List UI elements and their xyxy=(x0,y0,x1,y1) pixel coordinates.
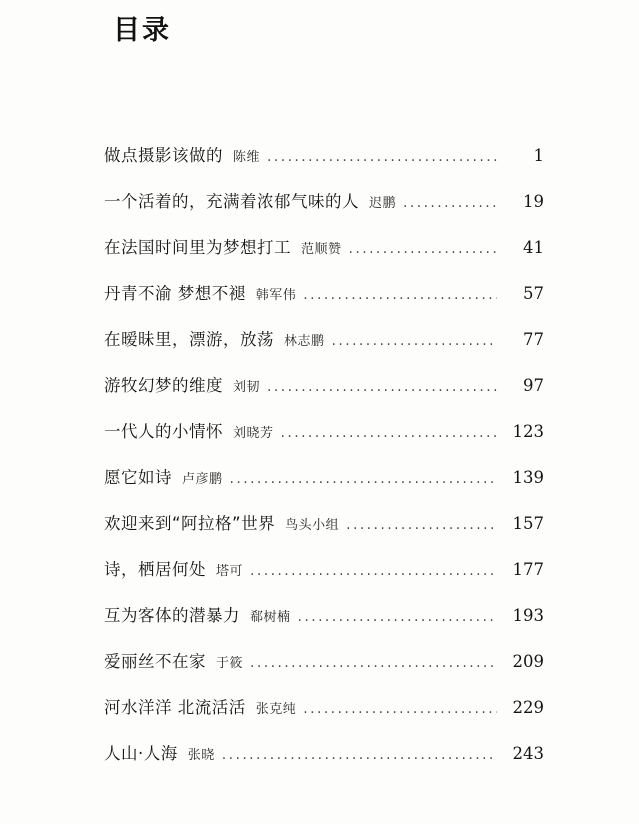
dot-leader xyxy=(222,748,497,765)
dot-leader xyxy=(281,426,497,443)
toc-entry-title: 在法国时间里为梦想打工 xyxy=(104,238,291,257)
toc-entry-author: 鸟头小组 xyxy=(285,518,340,533)
dot-leader xyxy=(303,288,497,305)
toc-entry-page-number: 229 xyxy=(512,698,544,717)
toc-entry-author: 于筱 xyxy=(216,656,244,671)
dot-leader xyxy=(298,610,497,627)
dot-leader xyxy=(250,656,497,673)
toc-entry-page-number: 157 xyxy=(512,514,544,533)
toc-entry[interactable] xyxy=(104,142,544,188)
dot-leader xyxy=(303,702,497,719)
toc-entry-author: 刘晓芳 xyxy=(233,426,274,441)
toc-entry-page-number: 77 xyxy=(523,330,544,349)
toc-entry-page-number: 97 xyxy=(523,376,544,395)
toc-entry-title: 互为客体的潜暴力 xyxy=(104,606,240,625)
toc-entry-author: 范顺赞 xyxy=(301,242,342,257)
toc-entry[interactable] xyxy=(104,234,544,280)
toc-entry-author: 韩军伟 xyxy=(255,288,297,303)
toc-entry-author: 塔可 xyxy=(216,564,244,579)
toc-entry[interactable] xyxy=(104,556,544,602)
toc-entry[interactable] xyxy=(104,280,544,326)
toc-entry[interactable] xyxy=(104,464,544,510)
toc-entry-title: 愿它如诗 xyxy=(104,468,172,487)
toc-entry-page-number: 177 xyxy=(512,560,544,579)
dot-leader xyxy=(267,150,497,167)
toc-entry-page-number: 209 xyxy=(512,652,544,671)
toc-entry-author: 刘韧 xyxy=(233,380,261,395)
toc-entry-page-number: 19 xyxy=(523,192,544,211)
toc-entry[interactable] xyxy=(104,694,544,740)
toc-entry-page-number: 57 xyxy=(523,284,544,303)
toc-entry-author: 迟鹏 xyxy=(369,196,397,211)
toc-entry-page-number: 123 xyxy=(512,422,544,441)
toc-entry-title: 一代人的小情怀 xyxy=(104,422,223,441)
toc-entry[interactable] xyxy=(104,648,544,694)
toc-entry-page-number: 41 xyxy=(523,238,544,257)
dot-leader xyxy=(332,334,497,351)
toc-entry[interactable] xyxy=(104,326,544,372)
table-of-contents xyxy=(104,142,544,786)
toc-entry-title: 人山·人海 xyxy=(104,744,178,763)
toc-entry-title: 游牧幻梦的维度 xyxy=(104,376,223,395)
dot-leader xyxy=(230,472,497,489)
toc-entry-title: 爱丽丝不在家 xyxy=(104,652,206,671)
toc-entry[interactable] xyxy=(104,510,544,556)
toc-entry[interactable] xyxy=(104,372,544,418)
toc-entry-page-number: 139 xyxy=(512,468,544,487)
toc-entry-title: 一个活着的，充满着浓郁气味的人 xyxy=(104,192,359,211)
toc-entry-title: 诗，栖居何处 xyxy=(104,560,206,579)
toc-entry-author: 张晓 xyxy=(187,748,215,763)
toc-entry-title: 欢迎来到“阿拉格”世界 xyxy=(104,514,276,533)
toc-entry-author: 卢彦鹏 xyxy=(182,472,223,487)
toc-entry-page-number: 243 xyxy=(512,744,544,763)
toc-entry[interactable] xyxy=(104,418,544,464)
toc-entry-title: 做点摄影该做的 xyxy=(104,146,223,165)
toc-entry[interactable] xyxy=(104,740,544,786)
toc-entry-title: 丹青不渝 梦想不褪 xyxy=(104,284,246,303)
toc-entry[interactable] xyxy=(104,602,544,648)
dot-leader xyxy=(267,380,497,397)
toc-entry-author: 林志鹏 xyxy=(284,334,325,349)
dot-leader xyxy=(349,242,497,259)
toc-entry-author: 陈维 xyxy=(233,150,261,165)
dot-leader xyxy=(346,518,497,535)
toc-entry[interactable] xyxy=(104,188,544,234)
toc-entry-page-number: 193 xyxy=(512,606,544,625)
dot-leader xyxy=(403,196,497,213)
dot-leader xyxy=(250,564,497,581)
toc-entry-page-number: 1 xyxy=(533,146,544,165)
toc-entry-title: 在暧昧里，漂游，放荡 xyxy=(104,330,274,349)
toc-entry-title: 河水洋洋 北流活活 xyxy=(104,698,246,717)
toc-entry-author: 郗树楠 xyxy=(250,610,291,625)
toc-entry-author: 张克纯 xyxy=(255,702,297,717)
page-title: 目录 xyxy=(113,15,171,46)
